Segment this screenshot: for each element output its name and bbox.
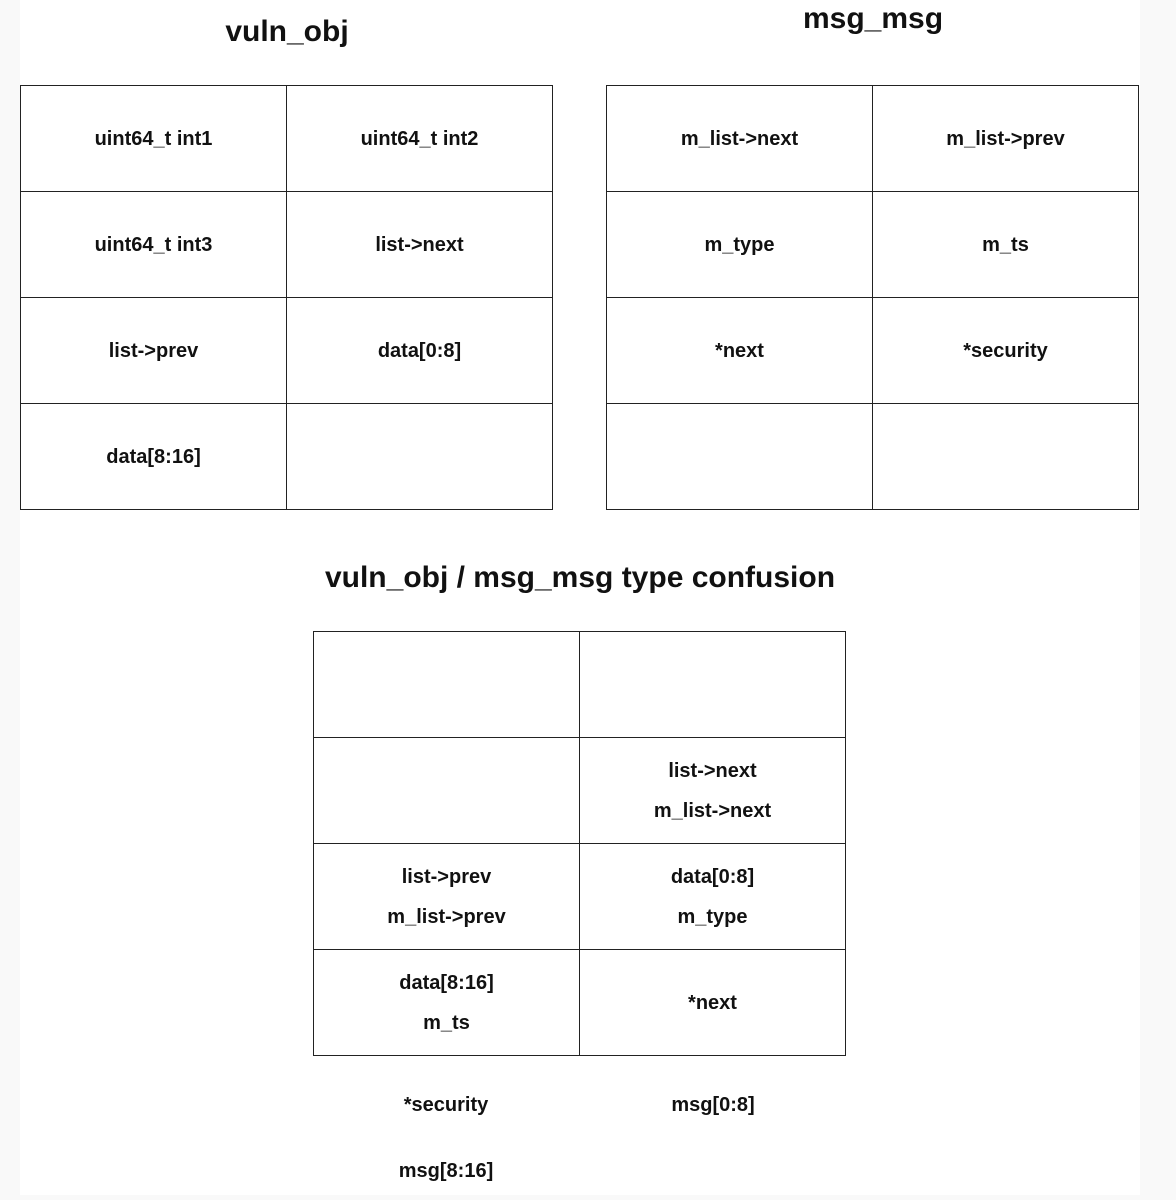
overflow-msg-8-16-label: msg[8:16]: [398, 1160, 494, 1182]
msg-msg-cell: *security: [873, 298, 1139, 404]
vuln-obj-cell: uint64_t int3: [21, 192, 287, 298]
overflow-security-label: *security: [403, 1094, 489, 1116]
vuln-obj-cell: data[0:8]: [287, 298, 553, 404]
msg-msg-cell: m_list->next: [607, 86, 873, 192]
confusion-cell-line: data[0:8]: [670, 865, 755, 888]
confusion-cell: [314, 950, 580, 1056]
msg-msg-title: msg_msg: [802, 2, 944, 35]
vuln-obj-cell: list->prev: [21, 298, 287, 404]
confusion-cell: [314, 844, 580, 950]
confusion-cell-line: m_list->prev: [387, 905, 506, 928]
msg-msg-cell: m_list->prev: [873, 86, 1139, 192]
confusion-title: vuln_obj / msg_msg type confusion: [324, 561, 836, 594]
vuln-obj-cell: [287, 404, 553, 510]
vuln-obj-cell: list->next: [287, 192, 553, 298]
msg-msg-cell: [873, 404, 1139, 510]
confusion-cell: [580, 844, 846, 950]
confusion-cell-line: m_type: [677, 905, 748, 928]
vuln-obj-cell: uint64_t int2: [287, 86, 553, 192]
confusion-cell: [314, 738, 580, 844]
msg-msg-cell: m_type: [607, 192, 873, 298]
confusion-cell: [580, 950, 846, 1056]
confusion-cell-line: m_ts: [423, 1011, 470, 1034]
vuln-obj-title: vuln_obj: [225, 15, 349, 48]
confusion-cell: [580, 632, 846, 738]
confusion-cell-line: list->next: [668, 759, 757, 782]
msg-msg-cell: *next: [607, 298, 873, 404]
msg-msg-table: [606, 85, 1139, 510]
confusion-table: [313, 631, 846, 1056]
overflow-msg-0-8-label: msg[0:8]: [671, 1094, 755, 1116]
msg-msg-cell: m_ts: [873, 192, 1139, 298]
msg-msg-cell: [607, 404, 873, 510]
vuln-obj-table: [20, 85, 553, 510]
confusion-cell-line: *next: [688, 991, 737, 1014]
confusion-cell: [314, 632, 580, 738]
confusion-cell-line: data[8:16]: [399, 971, 494, 994]
confusion-cell: [580, 738, 846, 844]
vuln-obj-cell: uint64_t int1: [21, 86, 287, 192]
confusion-cell-line: m_list->next: [653, 799, 772, 822]
vuln-obj-cell: data[8:16]: [21, 404, 287, 510]
confusion-cell-line: list->prev: [401, 865, 492, 888]
